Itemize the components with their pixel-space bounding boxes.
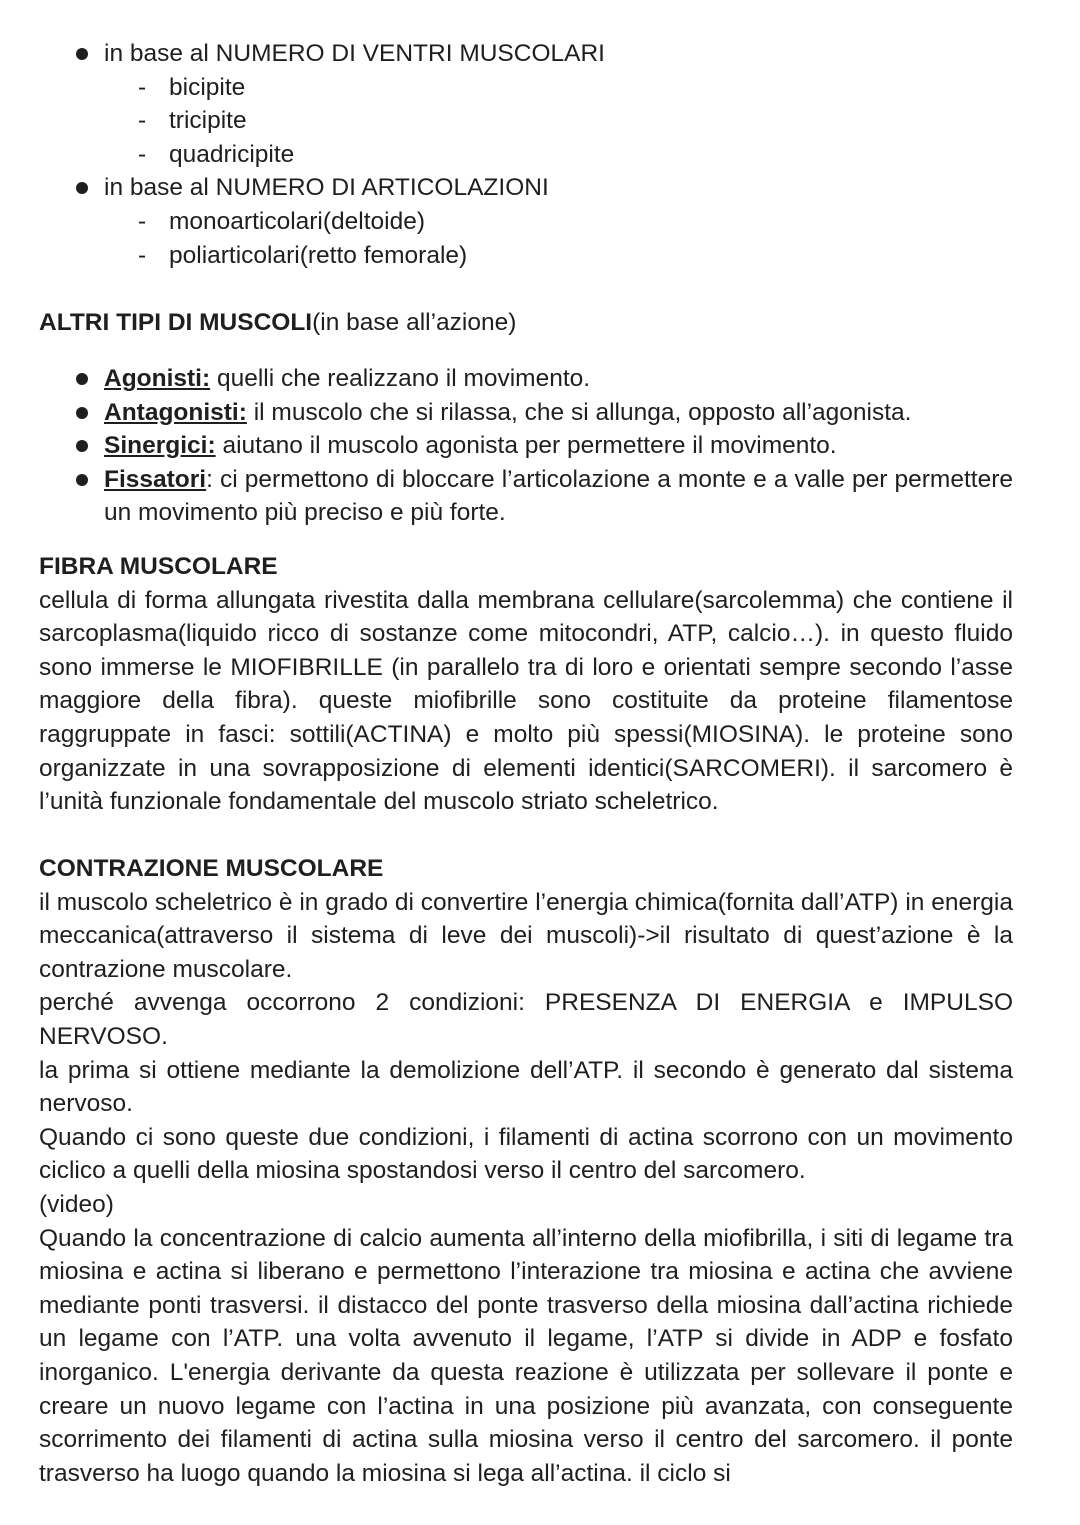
term-definition: aiutano il muscolo agonista per permettere il movimento. (215, 432, 837, 460)
list-item-text: in base al NUMERO DI ARTICOLAZIONI (104, 174, 549, 202)
sub-list-item-text: quadricipite (169, 140, 295, 168)
section-altri-tipi (39, 306, 1013, 340)
section-paragraph: la prima si ottiene mediante la demolizione dell’ATP. il secondo è generato dal sistema nervoso. (39, 1056, 1013, 1118)
sub-list-item (39, 71, 1013, 105)
term-label: Sinergici: (104, 432, 216, 460)
sub-list-item-text: monoarticolari(deltoide) (169, 207, 426, 235)
sub-list-item (39, 104, 1013, 138)
heading-suffix: (in base all’azione) (312, 309, 517, 336)
heading-title: ALTRI TIPI DI MUSCOLI (39, 309, 313, 336)
section-heading (39, 306, 1013, 340)
bullet-icon (76, 182, 88, 194)
term-label: Fissatori (104, 465, 207, 493)
bullet-icon (76, 407, 88, 419)
list-item-text: in base al NUMERO DI VENTRI MUSCOLARI (104, 40, 605, 67)
term-label: Antagonisti: (104, 398, 247, 426)
classification-list (39, 37, 1013, 272)
list-item (39, 362, 1013, 396)
section-fibra-muscolare (39, 550, 1013, 819)
sub-list-item-text: tricipite (169, 107, 247, 135)
section-contrazione-muscolare (39, 852, 1013, 1490)
sub-list-item (39, 239, 1013, 273)
section-paragraph: perché avvenga occorrono 2 condizioni: PRESENZA DI ENERGIA e IMPULSO NERVOSO. (39, 989, 1013, 1050)
muscle-types-list (39, 362, 1013, 530)
term-label: Agonisti: (104, 365, 211, 392)
sub-list-item (39, 205, 1013, 239)
section-paragraph: (video) (39, 1190, 114, 1218)
bullet-icon (76, 474, 88, 486)
dash-icon: - (138, 107, 147, 135)
sub-list-item-text: poliarticolari(retto femorale) (169, 241, 468, 269)
dash-icon: - (138, 241, 147, 269)
term-definition: : ci permettono di bloccare l’articolazione a monte e a valle per permettere un movimento più preciso e più forte. (104, 465, 1013, 527)
list-item (39, 37, 1013, 171)
bullet-icon (76, 373, 88, 385)
term-definition: quelli che realizzano il movimento. (210, 365, 591, 392)
dash-icon: - (138, 207, 147, 235)
dash-icon: - (138, 73, 147, 101)
list-item (39, 463, 1013, 530)
section-heading: FIBRA MUSCOLARE (39, 553, 278, 580)
bullet-icon (76, 440, 88, 452)
section-paragraph: Quando ci sono queste due condizioni, i filamenti di actina scorrono con un movimento ciclico a quelli della miosina spostandosi verso il centro del sarcomero. (39, 1123, 1013, 1185)
dash-icon: - (138, 140, 147, 168)
section-paragraph: cellula di forma allungata rivestita dalla membrana cellulare(sarcolemma) che contiene il sarcoplasma(liquido ricco di sostanze come mitocondri, ATP, calcio…). in questo fluido sono immerse le MIOFIBRILLE (in parallelo tra di loro e orientati sempre secondo l’asse maggiore della fibra). queste miofibrille sono costituite da proteine filamentose raggruppate in fasci: sottili(ACTINA) e molto più spessi(MIOSINA). le proteine sono organizzate in una sovrapposizione di elementi identici(SARCOMERI). il sarcomero è l’unità funzionale fondamentale del muscolo striato scheletrico. (39, 586, 1013, 816)
sub-list-item (39, 138, 1013, 172)
list-item (39, 171, 1013, 272)
term-definition: il muscolo che si rilassa, che si allunga, opposto all’agonista. (246, 398, 912, 426)
sub-list-item-text: bicipite (169, 73, 246, 101)
list-item (39, 429, 1013, 463)
bullet-icon (76, 48, 88, 60)
section-paragraph: il muscolo scheletrico è in grado di convertire l’energia chimica(fornita dall’ATP) in energia meccanica(attraverso il sistema di leve dei muscoli)->il risultato di quest’azione è la contrazione muscolare. (39, 888, 1013, 983)
list-item (39, 396, 1013, 430)
section-heading: CONTRAZIONE MUSCOLARE (39, 855, 384, 882)
section-paragraph: Quando la concentrazione di calcio aumenta all’interno della miofibrilla, i siti di legame tra miosina e actina si liberano e permettono l’interazione tra miosina e actina che avviene mediante ponti trasversi. il distacco del ponte trasverso della miosina dall’actina richiede un legame con l’ATP. una volta avvenuto il legame, l’ATP si divide in ADP e fosfato inorganico. L'energia derivante da questa reazione è utilizzata per sollevare il ponte e creare un nuovo legame con l’actina in una posizione più avanzata, con conseguente scorrimento dei filamenti di actina sulla miosina verso il centro del sarcomero. il ponte trasverso ha luogo quando la miosina si lega all’actina. il ciclo si (39, 1224, 1013, 1487)
